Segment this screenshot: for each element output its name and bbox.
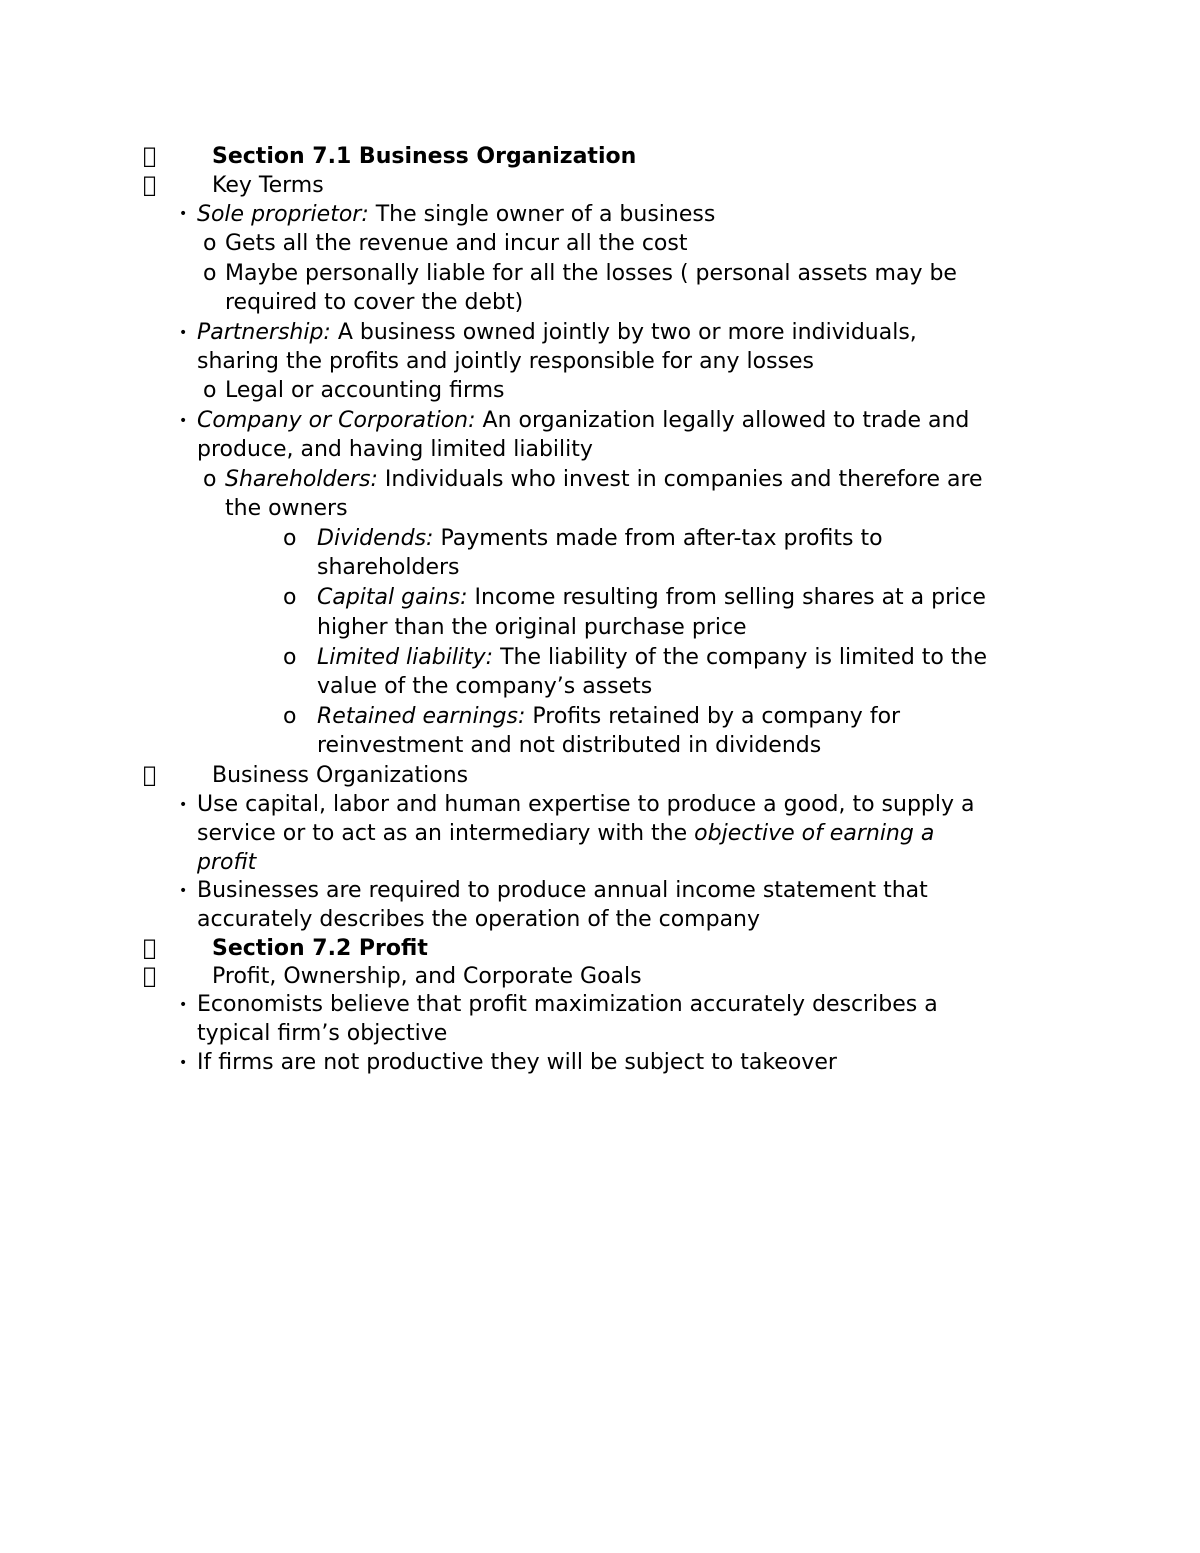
- bullet-icon: •: [179, 883, 188, 899]
- sub-bullet-icon: o: [283, 645, 297, 670]
- definition-continued: sharing the profits and jointly responsible for any losses: [197, 349, 815, 374]
- definition: A business owned jointly by two or more individuals,: [330, 320, 917, 345]
- term: Sole proprietor:: [197, 202, 369, 227]
- sub-item: Legal or accounting firms: [225, 378, 505, 403]
- definition: Income resulting from selling shares at a price: [467, 585, 986, 610]
- bullet-icon: •: [179, 797, 188, 813]
- section-title: Section 7.1 Business Organization: [212, 144, 637, 169]
- subheading-text: Business Organizations: [212, 763, 469, 788]
- definition: Profits retained by a company for: [525, 704, 901, 729]
- list-item-continued: accurately describes the operation of the company: [197, 907, 761, 932]
- definition-continued: reinvestment and not distributed in dividends: [317, 733, 822, 758]
- bullet-icon: •: [179, 997, 188, 1013]
- definition: The single owner of a business: [368, 202, 716, 227]
- term: Dividends:: [317, 526, 434, 551]
- definition-continued: the owners: [225, 496, 348, 521]
- text: service or to act as an intermediary with the: [197, 821, 695, 846]
- section-marker-icon: [143, 142, 157, 171]
- subsection-marker-icon: [143, 171, 157, 200]
- list-item-continued: [197, 819, 934, 848]
- emphasis: objective of earning a: [694, 821, 935, 846]
- term: Limited liability:: [317, 645, 494, 670]
- definition: The liability of the company is limited to the: [493, 645, 987, 670]
- sub-item: Maybe personally liable for all the losses ( personal assets may be: [225, 261, 957, 286]
- subsub-item-dividends: [317, 524, 883, 553]
- sub-bullet-icon: o: [203, 378, 217, 403]
- subheading-text: Profit, Ownership, and Corporate Goals: [212, 964, 642, 989]
- term: Retained earnings:: [317, 704, 526, 729]
- subsection-marker-icon: [143, 761, 157, 790]
- term: Shareholders:: [225, 467, 378, 492]
- list-item-continued: typical firm’s objective: [197, 1021, 448, 1046]
- list-item-partnership: [197, 318, 917, 347]
- sub-item-shareholders: [225, 465, 983, 494]
- definition: An organization legally allowed to trade and: [475, 408, 970, 433]
- sub-bullet-icon: o: [283, 526, 297, 551]
- emphasis-continued: profit: [197, 850, 257, 875]
- sub-bullet-icon: o: [203, 261, 217, 286]
- term: Partnership:: [197, 320, 331, 345]
- list-item-sole-proprietor: [197, 200, 715, 229]
- sub-bullet-icon: o: [203, 467, 217, 492]
- definition-continued: produce, and having limited liability: [197, 437, 593, 462]
- subsub-item-limited-liability: [317, 643, 987, 672]
- list-item-corporation: [197, 406, 969, 435]
- section-title: Section 7.2 Profit: [212, 936, 428, 961]
- subsub-item-capital-gains: [317, 583, 986, 612]
- bullet-icon: •: [179, 1055, 188, 1071]
- sub-item: Gets all the revenue and incur all the cost: [225, 231, 688, 256]
- sub-item-continued: required to cover the debt): [225, 290, 524, 315]
- sub-bullet-icon: o: [283, 704, 297, 729]
- bullet-icon: •: [179, 325, 188, 341]
- definition-continued: value of the company’s assets: [317, 674, 653, 699]
- subheading-text: Key Terms: [212, 173, 324, 198]
- term: Company or Corporation:: [197, 408, 476, 433]
- definition: Individuals who invest in companies and therefore are: [377, 467, 983, 492]
- sub-bullet-icon: o: [283, 585, 297, 610]
- sub-bullet-icon: o: [203, 231, 217, 256]
- subsub-item-retained-earnings: [317, 702, 900, 731]
- definition: Payments made from after-tax profits to: [433, 526, 883, 551]
- list-item: Businesses are required to produce annual income statement that: [197, 878, 928, 903]
- section-marker-icon: [143, 934, 157, 963]
- term: Capital gains:: [317, 585, 468, 610]
- subsection-marker-icon: [143, 962, 157, 991]
- definition-continued: shareholders: [317, 555, 460, 580]
- list-item: Use capital, labor and human expertise to produce a good, to supply a: [197, 792, 975, 817]
- list-item: Economists believe that profit maximization accurately describes a: [197, 992, 938, 1017]
- definition-continued: higher than the original purchase price: [317, 615, 747, 640]
- bullet-icon: •: [179, 413, 188, 429]
- bullet-icon: •: [179, 206, 188, 222]
- list-item: If firms are not productive they will be subject to takeover: [197, 1050, 837, 1075]
